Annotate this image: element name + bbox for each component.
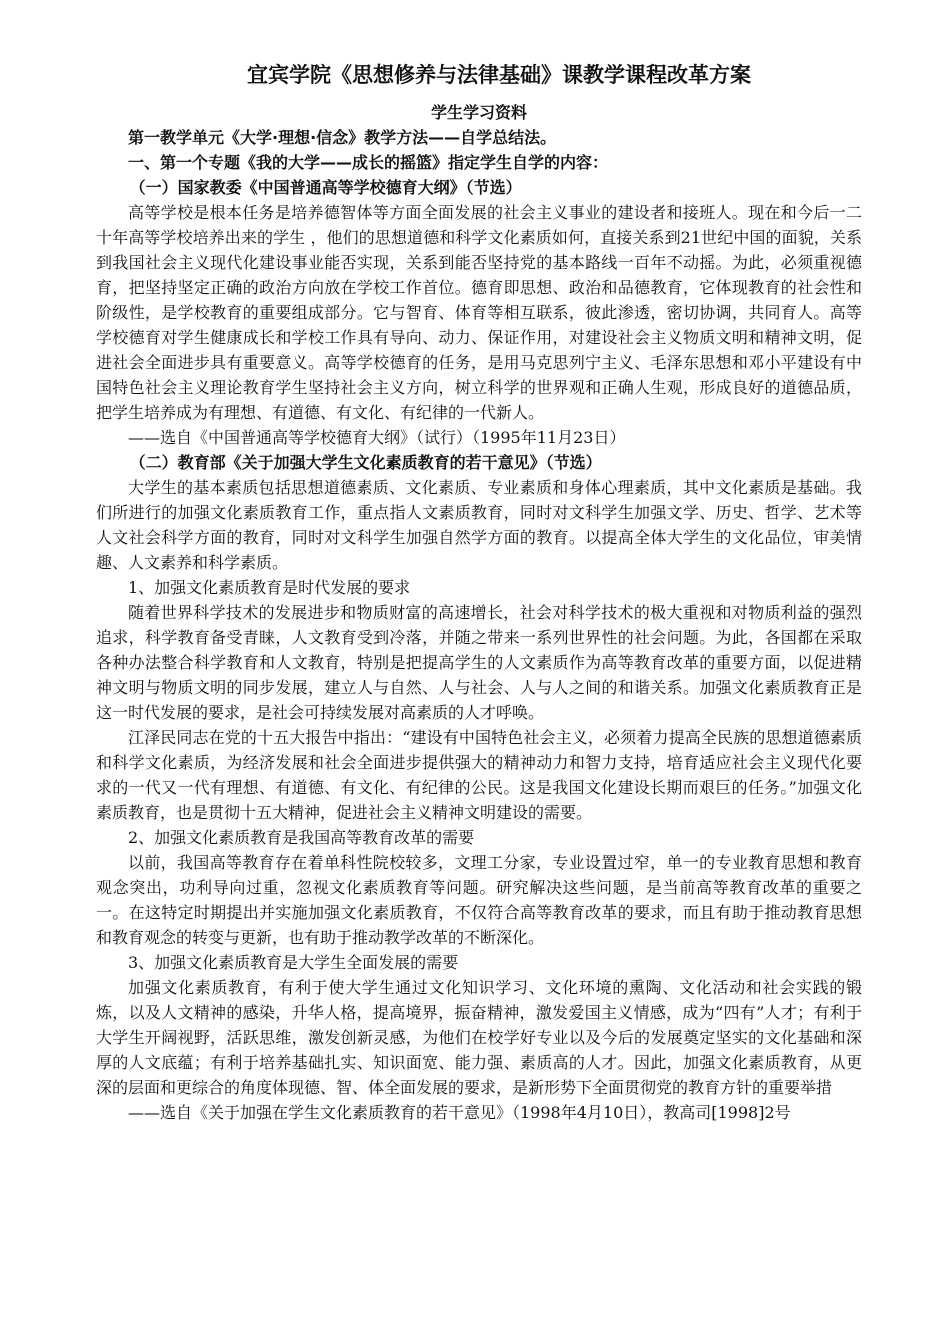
point1-heading: 1、加强文化素质教育是时代发展的要求 (128, 578, 411, 597)
section1-paragraph: 高等学校是根本任务是培养德智体等方面全面发展的社会主义事业的建设者和接班人。现在和今后一二十年高等学校培养出来的学生 ，他们的思想道德和科学文化素质如何，直接关系到21世纪中国的面貌，关系到我国社会主义现代化建设事业能否实现，关系到能否坚持党的基本路线一百年不动摇。为此，必须重视德育，把坚持坚定正确的政治方向放在学校工作首位。德育即思想、政治和品德教育，它体现教育的社会性和阶级性，是学校教育的重要组成部分。它与智育、体育等相互联系，彼此渗透，密切协调，共同育人。高等学校德育对学生健康成长和学校工作具有导向、动力、保证作用，对建设社会主义物质文明和精神文明，促进社会全面进步具有重要意义。高等学校德育的任务，是用马克思列宁主义、毛泽东思想和邓小平建设有中国特色社会主义理论教育学生坚持社会主义方向，树立科学的世界观和正确人生观，形成良好的道德品质，把学生培养成为有理想、有道德、有文化、有纪律的一代新人。 (96, 203, 862, 422)
point3-heading: 3、加强文化素质教育是大学生全面发展的需要 (128, 953, 459, 972)
document-body (96, 60, 862, 1125)
point1-paragraph-1: 随着世界科学技术的发展进步和物质财富的高速增长，社会对科学技术的极大重视和对物质利益的强烈追求，科学教育备受青睐，人文教育受到冷落，并随之带来一系列世界性的社会问题。为此，各国都在采取各种办法整合科学教育和人文教育，特别是把提高学生的人文素质作为高等教育改革的重要方面，以促进精神文明与物质文明的同步发展，建立人与自然、人与社会、人与人之间的和谐关系。加强文化素质教育正是这一时代发展的要求，是社会可持续发展对高素质的人才呼唤。 (96, 603, 862, 722)
point3-paragraph: 加强文化素质教育，有利于使大学生通过文化知识学习、文化环境的熏陶、文化活动和社会实践的锻炼，以及人文精神的感染，升华人格，提高境界，振奋精神，激发爱国主义情感，成为“四有”人才；有利于大学生开阔视野，活跃思维，激发创新灵感，为他们在校学好专业以及今后的发展奠定坚实的文化基础和深厚的人文底蕴；有利于培养基础扎实、知识面宽、能力强、素质高的人才。因此，加强文化素质教育，从更深的层面和更综合的角度体现德、智、体全面发展的要求，是新形势下全面贯彻党的教育方针的重要举措 (96, 978, 862, 1097)
section1-source: ——选自《中国普通高等学校德育大纲》（试行）（1995年11月23日） (128, 428, 626, 447)
section2-heading: （二）教育部《关于加强大学生文化素质教育的若干意见》（节选） (129, 453, 602, 472)
section2-source: ——选自《关于加强在学生文化素质教育的若干意见》（1998年4月10日），教高司[1998]2号 (128, 1103, 791, 1122)
topic-heading: 一、第一个专题《我的大学——成长的摇篮》指定学生自学的内容： (128, 153, 609, 172)
document-subtitle: 学生学习资料 (430, 103, 527, 122)
point1-paragraph-2: 江泽民同志在党的十五大报告中指出：“建设有中国特色社会主义，必须着力提高全民族的思想道德素质和科学文化素质，为经济发展和社会全面进步提供强大的精神动力和智力支持，培育适应社会主义现代化要求的一代又一代有理想、有道德、有文化、有纪律的公民。这是我国文化建设长期而艰巨的任务。”加强文化素质教育，也是贯彻十五大精神，促进社会主义精神文明建设的需要。 (96, 728, 862, 822)
section2-intro: 大学生的基本素质包括思想道德素质、文化素质、专业素质和身体心理素质，其中文化素质是基础。我们所进行的加强文化素质教育工作，重点指人文素质教育，同时对文科学生加强文学、历史、哲学、艺术等人文社会科学方面的教育，同时对文科学生加强自然学方面的教育。以提高全体大学生的文化品位，审美情趣、人文素养和科学素质。 (96, 478, 862, 572)
section1-heading: （一）国家教委《中国普通高等学校德育大纲》（节选） (129, 178, 522, 197)
unit-heading: 第一教学单元《大学·理想·信念》教学方法——自学总结法。 (128, 128, 557, 147)
point2-paragraph: 以前，我国高等教育存在着单科性院校较多，文理工分家，专业设置过窄，单一的专业教育思想和教育观念突出，功利导向过重，忽视文化素质教育等问题。研究解决这些问题，是当前高等教育改革的重要之一。在这特定时期提出并实施加强文化素质教育，不仅符合高等教育改革的要求，而且有助于推动教育思想和教育观念的转变与更新，也有助于推动教学改革的不断深化。 (96, 853, 862, 947)
document-title: 宜宾学院《思想修养与法律基础》课教学课程改革方案 (247, 63, 751, 87)
point2-heading: 2、加强文化素质教育是我国高等教育改革的需要 (128, 828, 475, 847)
